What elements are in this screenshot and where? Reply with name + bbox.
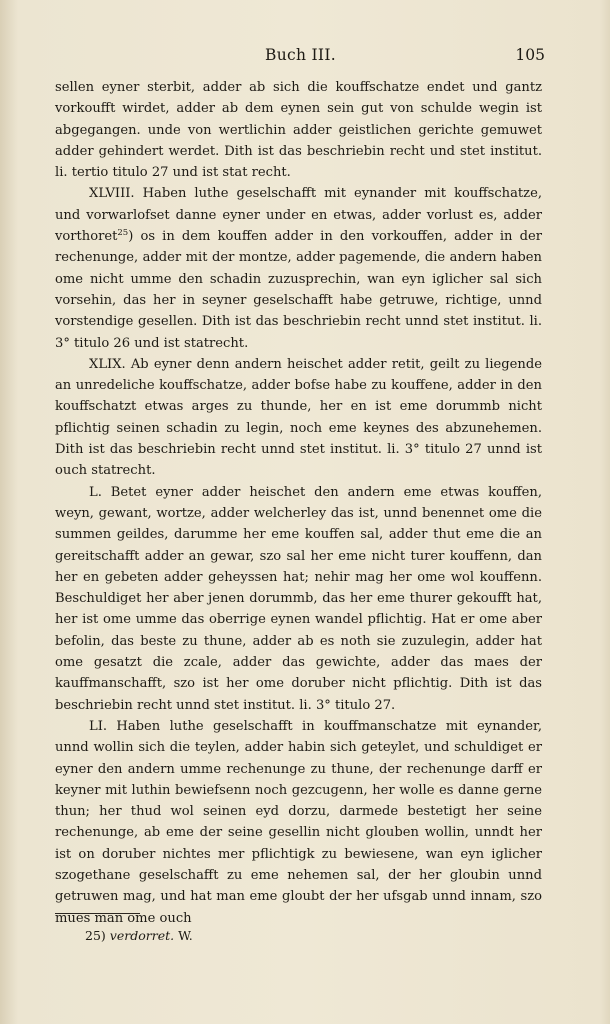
paragraph <box>55 354 542 482</box>
paragraph-text: LI. Haben luthe geselschafft in kouffmanschatze mit eynander, unnd wollin sich die teylen, adder habin sich geteylet, und schuldiget er eyner den andern umme rechenunge zu thune, der rechenunge darff er keyner mit luthin bewiefsenn noch gezcugenn, her wolle es danne gerne thun; her thud wol seinen eyd dorzu, darmede bestetigt her seine rechenunge, ab eme der seine gesellin nicht glouben wollin, unndt her ist on doruber nichtes mer pflichtigk zu bewiesene, wan eyn iglicher szogethane geselschafft zu eme nehemen sal, der her gloubin unnd getruwen mag, und hat man eme gloubt der her ufsgab unnd innam, szo mues man ome ouch <box>55 718 542 926</box>
running-title: Buch III. <box>265 46 336 64</box>
footnote <box>85 928 193 943</box>
paragraph-text: XLIX. Ab eyner denn andern heischet adder retit, geilt zu liegende an unredeliche kouffschatze, adder bofse habe zu kouffene, adder in den kouffschatzt etwas arges zu thunde, her en ist eme dorummb nicht pflichtig seinen schadin zu legin, noch eme keynes des abzunehemen. Dith ist das beschriebin recht unnd stet institut. li. 3° titulo 27 unnd ist ouch statrecht. <box>55 356 542 479</box>
footnote-number: 25) <box>85 928 106 943</box>
body-text <box>55 77 542 929</box>
paragraph-text: sellen eyner sterbit, adder ab sich die kouffschatze endet und gantz vorkoufft wirdet, adder ab dem eynen sein gut von schulde wegin ist abgegangen. unde von wertlichin adder geistlichen gerichte gemuwet adder gehindert werdet. Dith ist das beschriebin recht und stet institut. li. tertio titulo 27 und ist stat recht. <box>55 80 542 181</box>
paragraph <box>55 716 542 929</box>
paragraph <box>55 183 542 353</box>
paragraph <box>55 77 542 183</box>
footnote-text: verdorret. <box>109 928 175 943</box>
footnote-attribution: W. <box>178 928 193 943</box>
page-number: 105 <box>515 46 545 64</box>
paragraph-text: L. Betet eyner adder heischet den andern eme etwas kouffen, weyn, gewant, wortze, adder welcherley das ist, unnd benennet ome die summen geildes, darumme her eme kouffen sal, adder thut eme die an gereitschafft adder an gewar, szo sal her eme nicht turer kouffenn, dan her en gebeten adder geheyssen hat; nehir mag her ome wol kouffenn. Beschuldiget her aber jenen dorummb, das her eme thurer gekoufft hat, her ist ome umme das oberrige eynen wandel pflichtig. Hat er ome aber befolin, das beste zu thune, adder ab es noth sie zuzulegin, adder hat ome gesatzt die zcale, adder das gewichte, adder das maes der kauffmanschafft, szo ist her ome doruber nicht pflichtig. Dith ist das beschriebin recht unnd stet institut. li. 3° titulo 27. <box>55 484 542 713</box>
footnote-reference: 25 <box>117 228 129 239</box>
paragraph <box>55 482 542 716</box>
paragraph-text: XLVIII. Haben luthe geselschafft mit eynander mit kouffschatze, und vorwarlofset danne eyner under en etwas, adder vorlust es, adder vorthoret <box>55 186 542 245</box>
footnote-rule <box>55 913 140 914</box>
paragraph-text: ) os in dem kouffen adder in den vorkouffen, adder in der rechenunge, adder mit der montze, adder pagemende, die andern haben ome nicht umme den schadin zuzusprechin, wan eyn iglicher sal sich vorsehin, das her in seyner geselschafft habe getruwe, richtige, unnd vorstendige gesellen. Dith ist das beschriebin recht unnd stet institut. li. 3° titulo 26 und ist statrecht. <box>55 229 542 351</box>
page-header <box>56 46 545 72</box>
